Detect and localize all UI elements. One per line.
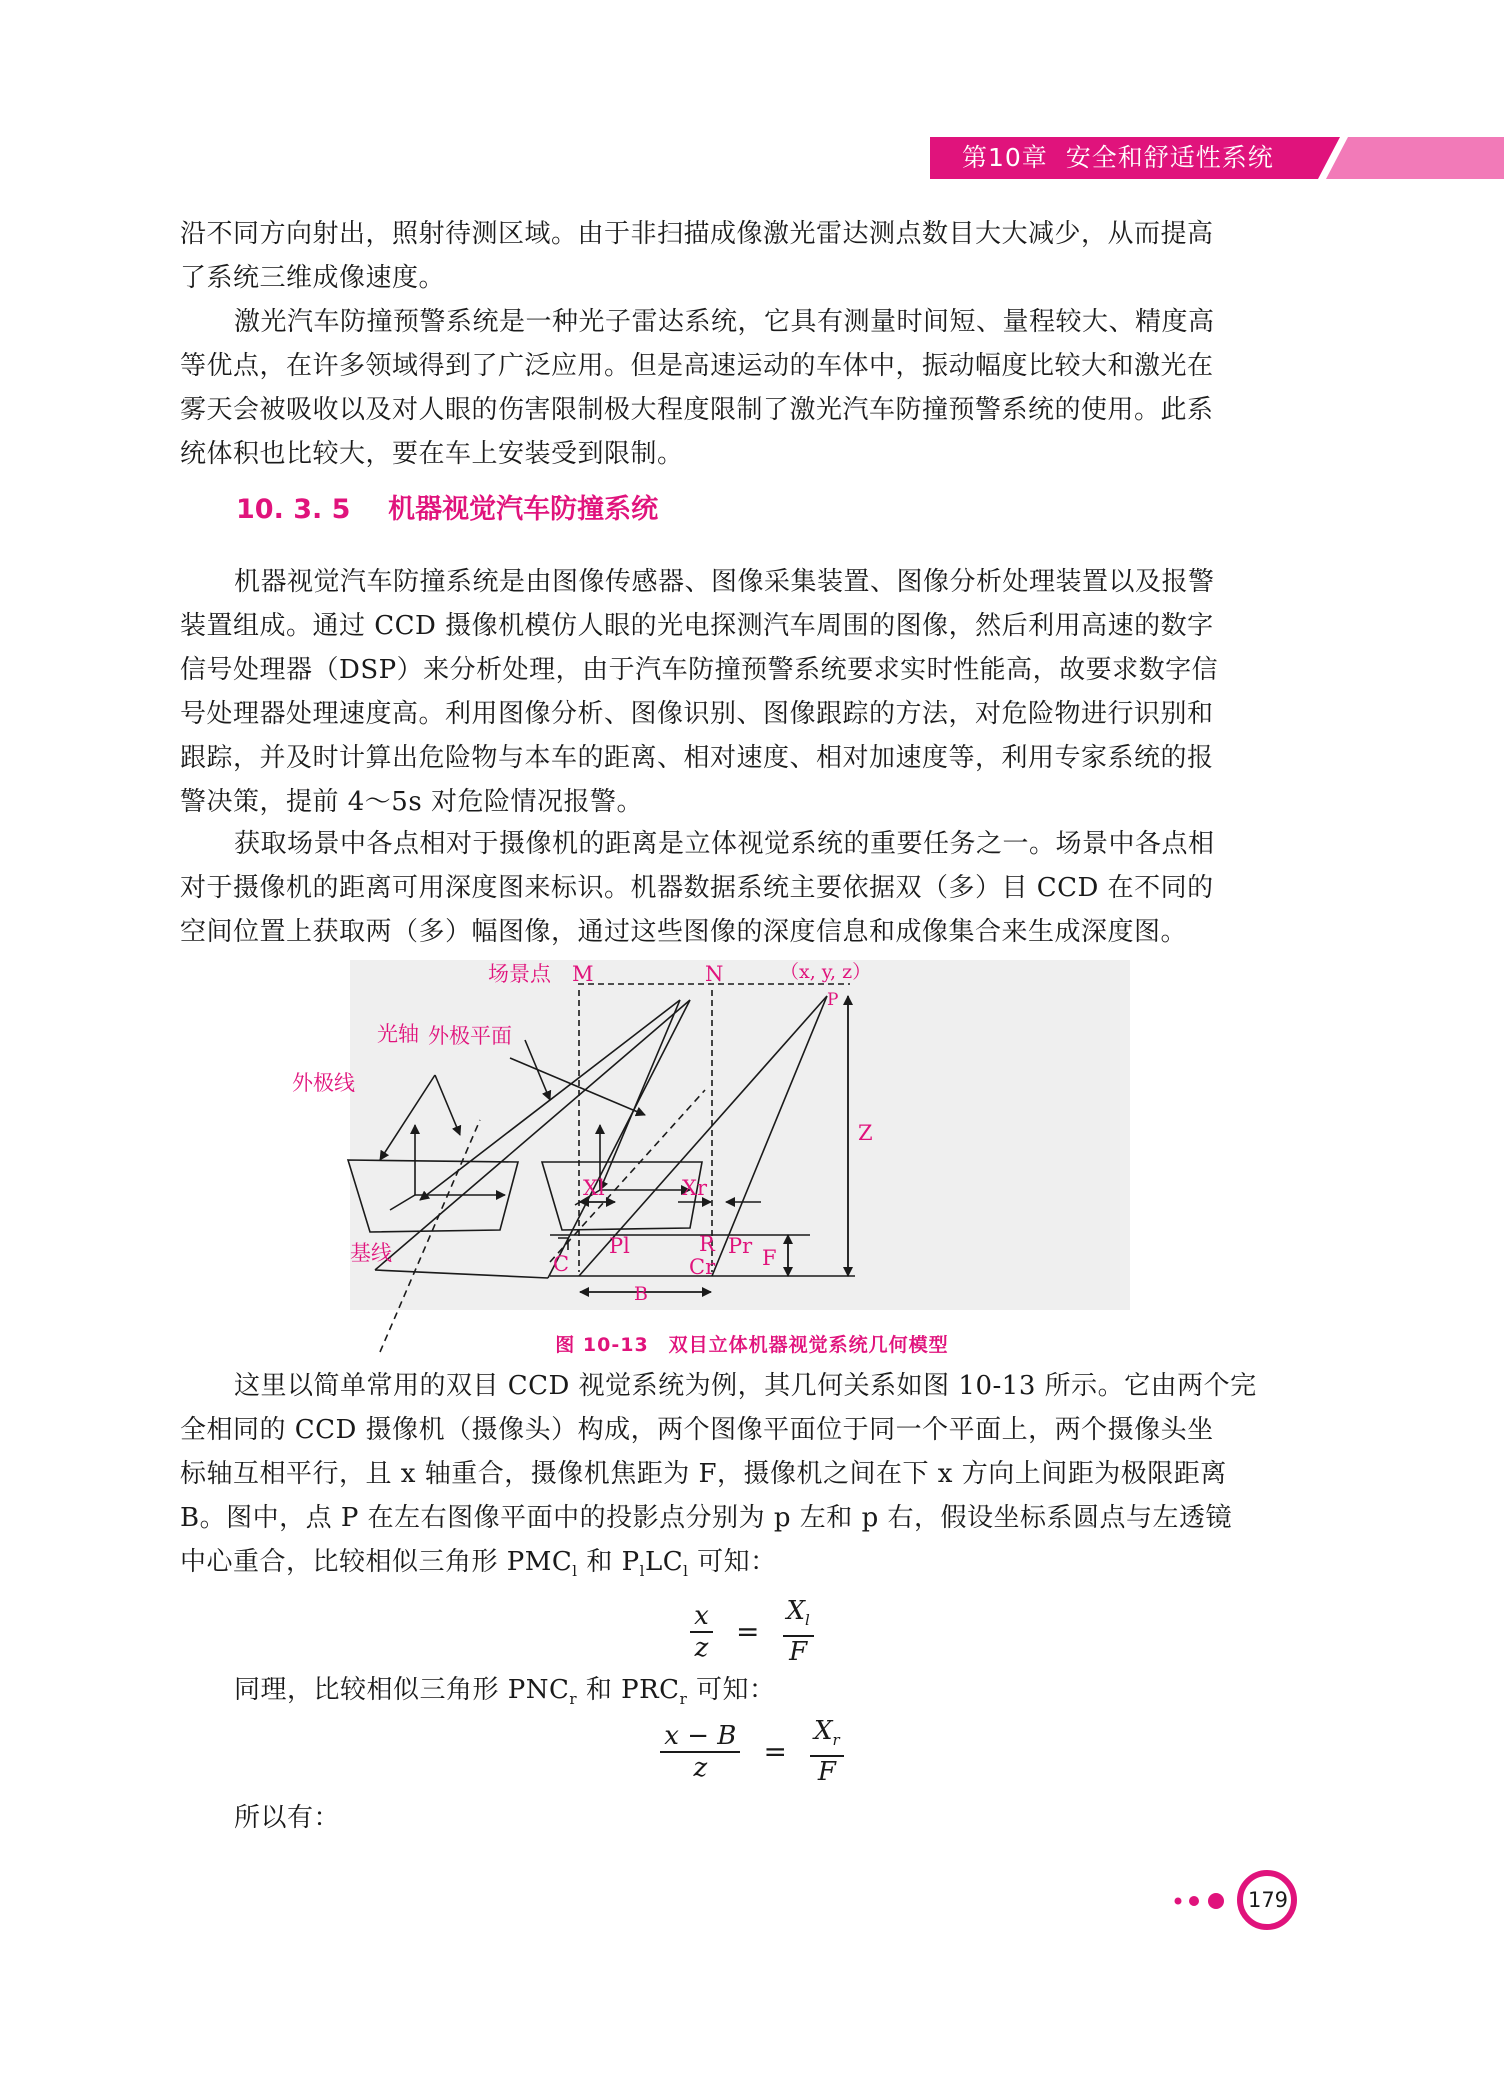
p6-text-b: 和 PRC — [577, 1675, 680, 1705]
label-Z: Z — [858, 1121, 873, 1145]
eq1-equals: = — [735, 1615, 760, 1649]
label-M: M — [572, 962, 594, 986]
label-Xr: Xr — [682, 1176, 707, 1200]
paragraph-2-line-2: 等优点，在许多领域得到了广泛应用。但是高速运动的车体中，振动幅度比较大和激光在 — [180, 351, 1214, 381]
paragraph-1-line-2: 了系统三维成像速度。 — [180, 263, 446, 293]
paragraph-3-line-1: 机器视觉汽车防撞系统是由图像传感器、图像采集装置、图像分析处理装置以及报警 — [234, 567, 1215, 597]
label-B: B — [634, 1283, 648, 1305]
eq1-lhs — [690, 1601, 713, 1663]
baseline-line — [375, 1270, 548, 1278]
eq2-rhs-num-main: X — [814, 1716, 833, 1746]
p6-text-c: 可知： — [687, 1675, 776, 1705]
left-optical-axis — [380, 1120, 480, 1352]
label-F: F — [762, 1246, 777, 1270]
label-C: C — [553, 1252, 570, 1276]
paragraph-4-line-3: 空间位置上获取两（多）幅图像，通过这些图像的深度信息和成像集合来生成深度图。 — [180, 917, 1188, 947]
label-R: R — [699, 1232, 715, 1256]
eq1-lhs-den: z — [694, 1632, 709, 1663]
paragraph-3-line-6: 警决策，提前 4～5s 对危险情况报警。 — [180, 787, 643, 817]
chapter-number: 第10章 — [962, 143, 1048, 172]
label-scene-point: 场景点 — [488, 962, 551, 986]
equation-2 — [0, 1716, 1504, 1787]
chapter-header-text — [962, 138, 1274, 178]
eq2-lhs — [660, 1721, 740, 1783]
eq1-rhs-num-main: X — [786, 1596, 806, 1626]
label-xyz: （x, y, z） — [780, 961, 872, 983]
paragraph-1-line-1: 沿不同方向射出，照射待测区域。由于非扫描成像激光雷达测点数目大大减少，从而提高 — [180, 219, 1214, 249]
paragraph-2-line-4: 统体积也比较大，要在车上安装受到限制。 — [180, 439, 684, 469]
p5-text-c: LC — [644, 1547, 684, 1577]
label-Cr: Cr — [689, 1255, 716, 1279]
eq2-lhs-num: x − B — [660, 1721, 740, 1753]
eq2-equals: = — [763, 1735, 787, 1769]
paragraph-5-line-4: B。图中，点 P 在左右图像平面中的投影点分别为 p 左和 p 右，假设坐标系圆点与左透镜 — [180, 1503, 1232, 1533]
chapter-title: 安全和舒适性系统 — [1065, 143, 1274, 172]
stereo-vision-figure — [292, 960, 1130, 1310]
label-Pr: Pr — [728, 1234, 753, 1258]
section-number: 10. 3. 5 — [236, 494, 351, 525]
paragraph-2-line-3: 雾天会被吸收以及对人眼的伤害限制极大程度限制了激光汽车防撞预警系统的使用。此系 — [180, 395, 1214, 425]
paragraph-3-line-2: 装置组成。通过 CCD 摄像机模仿人眼的光电探测汽车周围的图像，然后利用高速的数字 — [180, 611, 1214, 641]
paragraph-2-line-1: 激光汽车防撞预警系统是一种光子雷达系统，它具有测量时间短、量程较大、精度高 — [234, 307, 1215, 337]
label-baseline: 基线 — [350, 1241, 392, 1265]
label-epipolar-plane: 外极平面 — [428, 1024, 512, 1048]
label-Xl: Xl — [583, 1176, 605, 1200]
eq2-lhs-den: z — [693, 1752, 708, 1783]
p6-sub-1: r — [569, 1690, 578, 1709]
label-epipolar-line: 外极线 — [292, 1071, 355, 1095]
paragraph-7-line: 所以有： — [234, 1803, 341, 1833]
p5-text-d: 可知： — [688, 1547, 777, 1577]
p5-text-a: 中心重合，比较相似三角形 PMC — [180, 1547, 573, 1577]
paragraph-5 — [180, 1364, 1306, 1593]
label-optical-axis: 光轴 — [377, 1022, 419, 1046]
paragraph-3-line-5: 跟踪，并及时计算出危险物与本车的距离、相对速度、相对加速度等，利用专家系统的报 — [180, 743, 1214, 773]
label-N: N — [705, 962, 724, 986]
paragraph-1 — [180, 212, 1306, 300]
eq2-rhs-num — [810, 1716, 844, 1757]
eq1-rhs-den: F — [789, 1637, 808, 1668]
eq1-rhs — [783, 1596, 814, 1667]
paragraph-5-line-5 — [180, 1540, 1306, 1593]
equation-1 — [0, 1596, 1504, 1667]
right-image-plane — [542, 1162, 702, 1230]
p5-text-b: 和 P — [577, 1547, 640, 1577]
eq2-rhs — [810, 1716, 844, 1787]
paragraph-2 — [180, 300, 1306, 476]
figure-caption: 图 10-13 双目立体机器视觉系统几何模型 — [555, 1334, 949, 1356]
label-P: P — [827, 990, 839, 1010]
paragraph-6-line — [180, 1668, 1306, 1721]
paragraph-7 — [180, 1796, 1306, 1840]
p5-sub-3: l — [683, 1562, 689, 1581]
paragraph-4 — [180, 822, 1306, 954]
paragraph-4-line-2: 对于摄像机的距离可用深度图来标识。机器数据系统主要依据双（多）目 CCD 在不同的 — [180, 873, 1214, 903]
eq2-rhs-num-sub: r — [832, 1731, 840, 1750]
paragraph-5-line-1: 这里以简单常用的双目 CCD 视觉系统为例，其几何关系如图 10-13 所示。它由两个完 — [234, 1371, 1257, 1401]
eq1-rhs-num — [783, 1596, 814, 1637]
stereo-vision-diagram — [292, 960, 1130, 1310]
paragraph-4-line-1: 获取场景中各点相对于摄像机的距离是立体视觉系统的重要任务之一。场景中各点相 — [234, 829, 1215, 859]
p5-sub-1: l — [572, 1562, 578, 1581]
page-number: 179 — [1247, 1888, 1289, 1912]
eq2-rhs-den: F — [817, 1757, 836, 1788]
p6-sub-2: r — [679, 1690, 688, 1709]
paragraph-5-line-2: 全相同的 CCD 摄像机（摄像头）构成，两个图像平面位于同一个平面上，两个摄像头坐 — [180, 1415, 1214, 1445]
label-Pl: Pl — [609, 1234, 630, 1258]
paragraph-3-line-4: 号处理器处理速度高。利用图像分析、图像识别、图像跟踪的方法，对危险物进行识别和 — [180, 699, 1214, 729]
section-title: 机器视觉汽车防撞系统 — [388, 494, 659, 525]
eq1-rhs-num-sub: l — [805, 1611, 810, 1630]
paragraph-3 — [180, 560, 1306, 824]
paragraph-5-line-3: 标轴互相平行，且 x 轴重合，摄像机焦距为 F，摄像机之间在下 x 方向上间距为极限距离 — [180, 1459, 1227, 1489]
p5-sub-2: l — [639, 1562, 645, 1581]
p6-text-a: 同理，比较相似三角形 PNC — [234, 1675, 570, 1705]
paragraph-6 — [180, 1668, 1306, 1721]
section-heading — [236, 488, 658, 532]
eq1-lhs-num: x — [690, 1601, 713, 1633]
paragraph-3-line-3: 信号处理器（DSP）来分析处理，由于汽车防撞预警系统要求实时性能高，故要求数字信 — [180, 655, 1219, 685]
